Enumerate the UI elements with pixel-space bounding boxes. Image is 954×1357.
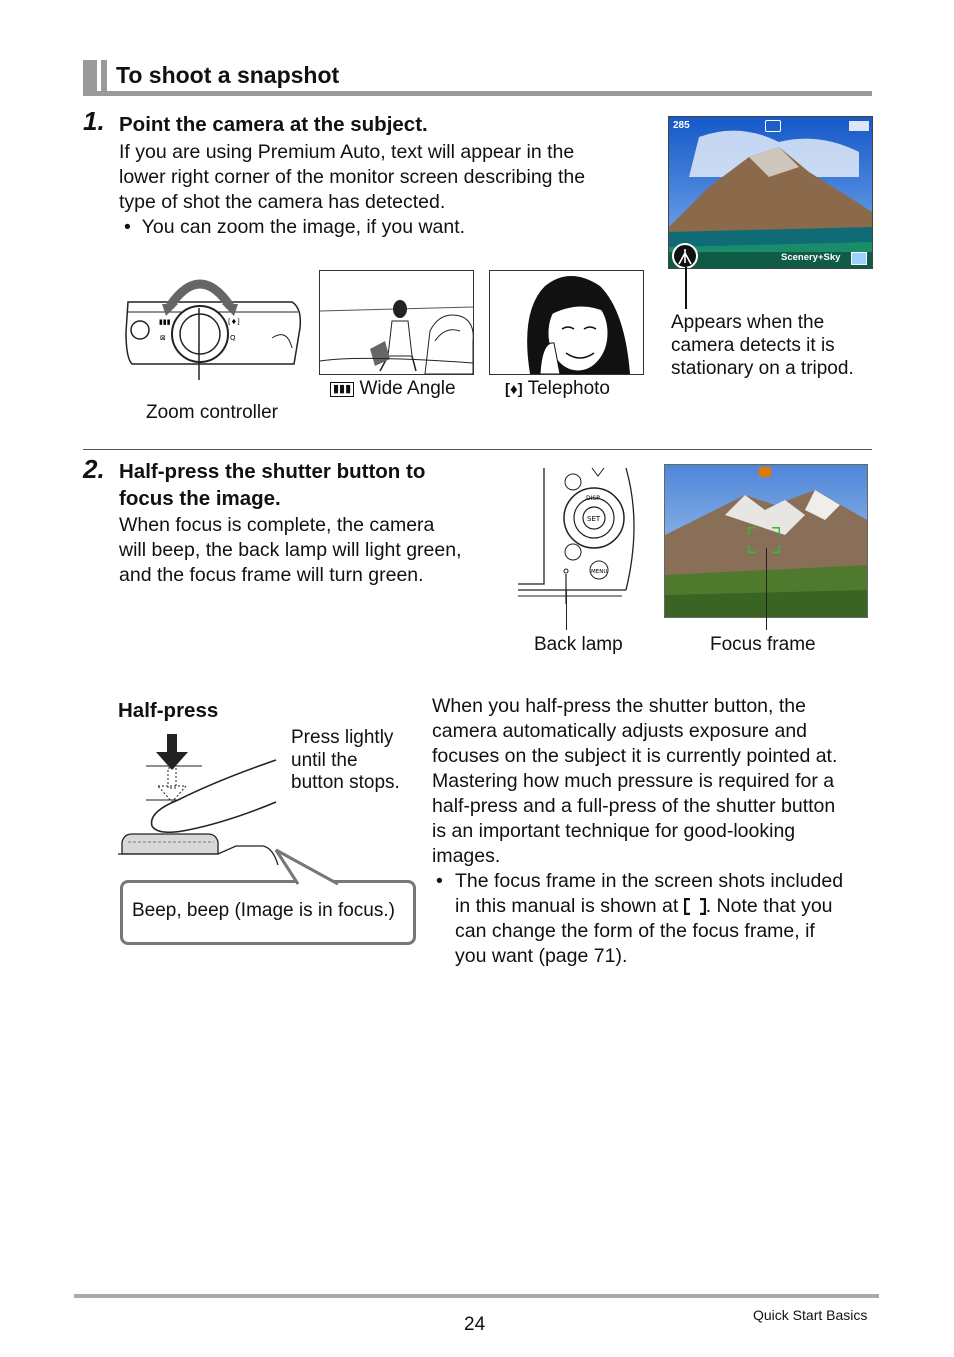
svg-text:SET: SET bbox=[587, 515, 601, 523]
footer-rule bbox=[74, 1294, 879, 1298]
focus-frame-bracket-icon bbox=[684, 898, 706, 915]
scenery-screen bbox=[668, 116, 873, 269]
press-note: Press lightly until the button stops. bbox=[291, 727, 400, 793]
bullet-item: • You can zoom the image, if you want. bbox=[124, 216, 466, 238]
bullet-item: • The focus frame in the screen shots included in this manual is shown at . Note that you can change the form of the focus frame, if you want (page 71). bbox=[436, 870, 844, 967]
telephoto-caption: [♦] Telephoto bbox=[505, 378, 610, 399]
beep-bubble bbox=[120, 880, 416, 945]
tripod-pointer-line bbox=[685, 267, 687, 309]
footer-section-name: Quick Start Basics bbox=[753, 1307, 868, 1323]
camera-mode-icon bbox=[759, 467, 771, 477]
section-divider bbox=[83, 449, 872, 450]
focus-frame-label: Focus frame bbox=[710, 634, 816, 655]
focus-frame-icon bbox=[748, 527, 780, 553]
shot-count: 285 bbox=[673, 120, 690, 131]
image-size-icon bbox=[849, 121, 869, 131]
svg-text:▮▮▮: ▮▮▮ bbox=[159, 318, 171, 326]
zoom-controller-label: Zoom controller bbox=[146, 402, 278, 423]
step-body: When focus is complete, the camera will beep, the back lamp will light green, and the focus frame will turn green. bbox=[119, 514, 462, 586]
section-title: To shoot a snapshot bbox=[116, 62, 340, 88]
halfpress-heading: Half-press bbox=[118, 699, 219, 722]
halfpress-explanation: When you half-press the shutter button, the camera automatically adjusts exposure and focuses on the subject it is currently pointed at. Mastering how much pressure is required for a half-press and a full-press of the shutter button is an important technique for good-looking images. • The focus frame in the screen shots included in this manual is shown at . Note that you can change the form of the focus frame, if you want (page 71). bbox=[432, 694, 872, 969]
svg-text:⊠: ⊠ bbox=[160, 334, 166, 342]
camera-top-illustration bbox=[122, 268, 304, 380]
wide-angle-caption: ▮▮▮ Wide Angle bbox=[330, 378, 456, 400]
header-rule bbox=[83, 91, 872, 96]
scene-text: Scenery+Sky bbox=[781, 252, 841, 263]
wide-angle-icon: ▮▮▮ bbox=[330, 382, 354, 397]
wide-angle-photo bbox=[319, 270, 474, 375]
beep-text: Beep, beep (Image is in focus.) bbox=[132, 900, 395, 921]
bubble-tail bbox=[272, 848, 344, 888]
tripod-icon bbox=[672, 243, 698, 269]
page-number: 24 bbox=[464, 1314, 486, 1335]
telephoto-icon: [♦] bbox=[505, 381, 523, 398]
halfpress-illustration bbox=[118, 730, 293, 865]
svg-text:[♦]: [♦] bbox=[228, 318, 240, 326]
svg-text:DISP: DISP bbox=[586, 495, 600, 502]
step-title: Half-press the shutter button to focus the image. bbox=[119, 460, 426, 510]
step-title: Point the camera at the subject. bbox=[119, 113, 428, 136]
svg-text:MENU: MENU bbox=[591, 569, 608, 575]
step-number: 1. bbox=[83, 106, 105, 136]
telephoto-photo bbox=[489, 270, 644, 375]
step-number: 2. bbox=[83, 454, 105, 484]
svg-text:Q: Q bbox=[230, 334, 236, 342]
step-body: If you are using Premium Auto, text will appear in the lower right corner of the monitor screen describing the type of shot the camera has detected. • You can zoom the image, if you want. bbox=[119, 140, 639, 240]
camera-back-illustration bbox=[518, 464, 640, 604]
focus-frame-pointer-line bbox=[766, 548, 767, 630]
camera-mode-icon bbox=[765, 120, 781, 132]
scene-icon bbox=[851, 252, 867, 265]
section-header bbox=[83, 60, 872, 96]
back-lamp-label: Back lamp bbox=[534, 634, 623, 655]
back-lamp-pointer-line bbox=[566, 590, 567, 630]
tripod-caption: Appears when the camera detects it is stationary on a tripod. bbox=[671, 312, 854, 379]
